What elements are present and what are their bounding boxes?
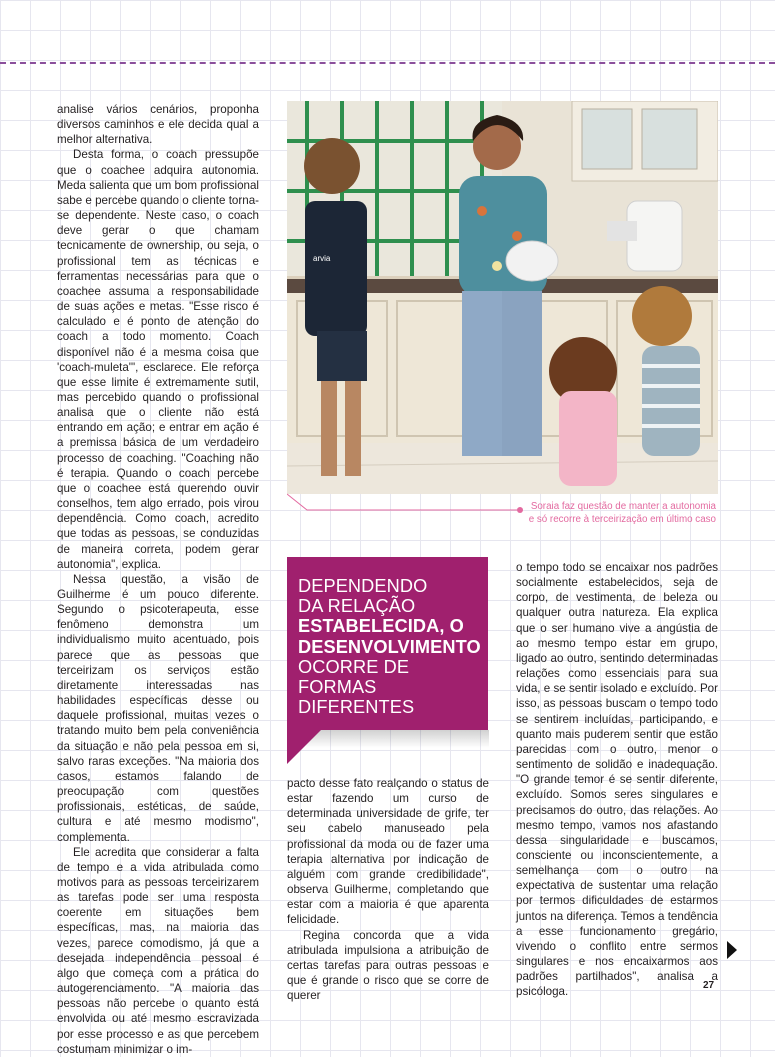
pullquote-text bbox=[298, 576, 484, 717]
pullquote-tail bbox=[287, 728, 323, 764]
pullquote-line: DIFERENTES bbox=[298, 697, 415, 718]
paragraph: Ele acredita que considerar a falta de tempo e a vida atribulada como motivos para as pessoas terceirizarem as tarefas pode ser uma resposta coerente em situações bem específicas, mas, na maioria das vezes, parece comodismo, já que a desejada independência pessoal é algo que começa com a prática do autogerenciamento. "A maioria das pessoas não percebe o quanto está envolvida ou até mesmo escravizada por esse processo e as que percebem costumam minimizar o im- bbox=[57, 845, 259, 1056]
paragraph: Nessa questão, a visão de Guilherme é um pouco diferente. Segundo o psicoterapeuta, esse fenômeno demonstra um individualismo muito acentuado, pois parece que as pessoas que terceirizam os serviços estão diretamente interessadas nas habilidades específicas desse ou daquele profissional, muitas vezes o tratando muito bem pela conveniência da situação e não pela pessoa em si, salvo raras exceções. "Na maioria dos casos, estamos falando de preocupação com questões profissionais, estéticas, de saúde, cultura e até mesmo modismo", complementa. bbox=[57, 572, 259, 844]
paragraph: Regina concorda que a vida atribulada impulsiona a atribuição de certas tarefas para outras pessoas e que é grande o risco que se corre de querer bbox=[287, 928, 489, 1003]
pullquote-shadow bbox=[306, 730, 489, 748]
paragraph: analise vários cenários, proponha diversos caminhos e ele decida qual a melhor alternativa. bbox=[57, 103, 259, 147]
pullquote-line: DEPENDENDO bbox=[298, 576, 428, 596]
pullquote-line-bold: DESENVOLVIMENTO bbox=[298, 636, 481, 657]
article-column-3 bbox=[516, 560, 718, 1000]
pullquote-line: DA RELAÇÃO bbox=[298, 596, 416, 617]
article-column-1 bbox=[57, 102, 259, 1057]
caption-leader-line bbox=[287, 492, 527, 522]
top-dashed-divider bbox=[0, 62, 775, 64]
paragraph: Desta forma, o coach pressupõe que o coachee adquira autonomia. Meda salienta que um bom profissional sabe e percebe quando o cliente torna-se dependente. Neste caso, o coach deve gerar o que chamam tecnicamente de ownership, ou seja, o profissional tem as técnicas e ferramentas necessárias para que o coachee assuma a responsabilidade de suas ações e metas. "Esse risco é calculado e é ponto de atenção do coach a todo momento. Coach disponível não é a mesma coisa que 'coach-muleta'", esclarece. Ele reforça que esse limite é extremamente sutil, mas percebido quando o profissional analisa que o cliente não está entrando em ação; e entrar em ação é a premissa básica de um verdadeiro processo de coaching. "Coaching não é terapia. Quando o coach percebe que o coachee está querendo ouvir conselhos, tem algo errado, pois virou dependência. Como coach, acredito que todas as pessoas, se conduzidas de maneira correta, podem gerar autonomia", explica. bbox=[57, 148, 259, 571]
paragraph: o tempo todo se encaixar nos padrões socialmente estabelecidos, seja de corpo, de vestimenta, de beleza ou qualquer outra natureza. Ela explica que o ser humano vive a angústia de ao mesmo tempo estar em grupo, ligado ao outro, sentindo determinadas relações como essenciais para sua vida, e se sentir isolado e excluído. Por isso, as pessoas buscam o tempo todo se sentirem incluídas, participando, e quanto mais puderem sentir que estão parecidas com o outro, menor o sentimento de solidão e inadequação. "O grande temor é se sentir diferente, excluído. Somos seres singulares e precisamos do outro, das relações. Ao mesmo tempo, vamos nos afastando dessa singularidade e buscamos, consciente ou inconscientemente, a semelhança com o outro na expectativa de sustentar uma relação por termos dificuldades de estarmos juntos na diferença. Temos a tendência a esse funcionamento gregário, vivendo o conflito entre sermos singulares e nos encaixarmos aos padrões partilhados", analisa a psicóloga. bbox=[516, 561, 718, 999]
shirt-print: arvia bbox=[313, 254, 331, 263]
continue-arrow-icon[interactable] bbox=[727, 941, 737, 959]
caption-line-2: e só recorre à terceirização em último caso bbox=[528, 513, 716, 525]
paragraph: pacto desse fato realçando o status de estar fazendo um curso de determinada universidade de grife, ter seu cabelo manuseado pela profissional da moda ou de fazer uma terapia alternativa por indicação de alguém com grande credibilidade", observa Guilherme, completando que estar com a maioria é que aparenta felicidade. bbox=[287, 777, 489, 927]
pullquote-line: OCORRE DE FORMAS bbox=[298, 656, 410, 698]
kitchen-scene-illustration bbox=[287, 101, 718, 494]
article-photo bbox=[287, 101, 718, 494]
caption-line-1: Soraia faz questão de manter a autonomia bbox=[530, 501, 716, 512]
page-number: 27 bbox=[703, 980, 715, 991]
photo-caption bbox=[500, 501, 716, 526]
article-column-2 bbox=[287, 776, 489, 1003]
pullquote-line-bold: ESTABELECIDA, O bbox=[298, 616, 464, 637]
